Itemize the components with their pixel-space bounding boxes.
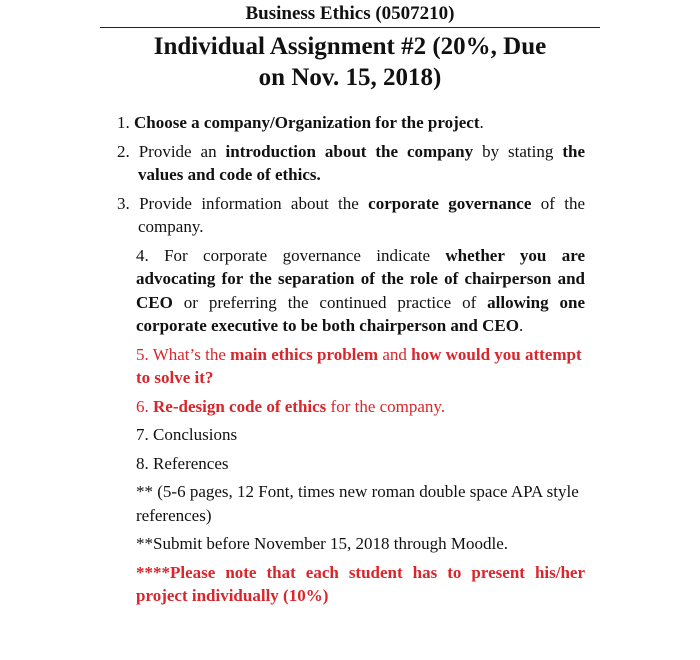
item-4-bold-2: allowing one corporate executive to be both chairperson and CEO [136, 292, 585, 335]
assignment-title-line-1: Individual Assignment #2 (20%, Due [153, 33, 547, 60]
assignment-title-line-2: on Nov. 15, 2018) [258, 64, 442, 91]
list-item-6 [117, 395, 585, 419]
item-6-bold-1: Re-design code of ethics [153, 396, 327, 416]
item-3-bold-1: corporate governance [368, 193, 532, 213]
item-5-text-1: 5. What’s the [136, 344, 226, 364]
item-4-bold-1: whether you are advocating for the separation of the role of chairperson and CEO [136, 245, 585, 312]
item-2-bold-2: the values and code of ethics. [138, 141, 585, 184]
list-item-4 [117, 244, 585, 338]
item-4-end: . [518, 316, 524, 335]
item-1-bold: Choose a company/Organization for the project [134, 113, 480, 132]
item-5-text-2: and [382, 344, 407, 364]
item-6-text-2: for the company. [330, 396, 446, 416]
item-2-bold-1: introduction about the company [225, 141, 474, 161]
item-2-text-1: Provide an [138, 141, 217, 161]
list-item-3 [117, 192, 585, 239]
list-item-1 [117, 111, 585, 135]
title-divider [100, 27, 600, 28]
item-6-text-1: 6. [136, 396, 149, 416]
item-number: 2. [117, 141, 130, 161]
list-item-7: 7. Conclusions [136, 425, 238, 444]
item-1-end: . [479, 113, 484, 132]
course-title: Business Ethics (0507210) [245, 3, 455, 24]
note-page-requirements: ** (5-6 pages, 12 Font, times new roman double space APA style references) [136, 482, 579, 525]
item-number: 1. [117, 113, 130, 132]
assignment-title [100, 31, 600, 93]
item-2-text-2: by stating [482, 141, 554, 161]
instructions-list [117, 111, 585, 613]
item-3-text-1: Provide information about the [139, 193, 359, 213]
note-presentation: ****Please note that each student has to present his/her project individually (10%) [136, 562, 585, 605]
list-item-2 [117, 140, 585, 187]
item-5-bold-2: how would you attempt to solve it? [136, 344, 582, 387]
item-4-text-2: or preferring the continued practice of [183, 292, 477, 312]
item-3-text-2: of the company. [138, 193, 586, 236]
list-item-8: 8. References [136, 453, 229, 473]
item-4-text-1: 4. For corporate governance indicate [136, 245, 431, 265]
item-5-bold-1: main ethics problem [230, 344, 379, 364]
note-submission: **Submit before November 15, 2018 through Moodle. [136, 534, 509, 553]
item-number: 3. [117, 193, 130, 213]
list-item-5 [117, 343, 585, 390]
